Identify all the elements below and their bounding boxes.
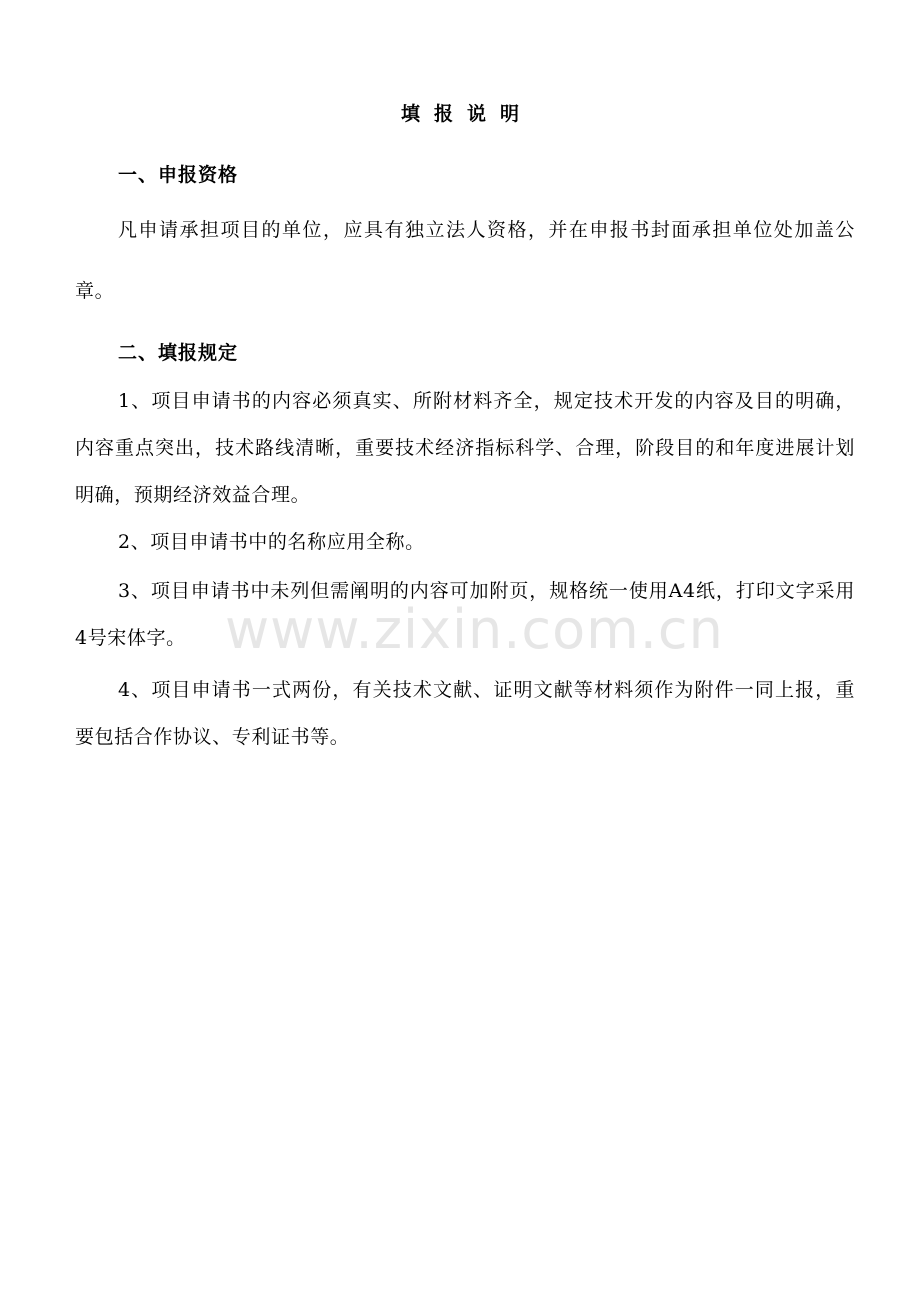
page-title: 填报说明 <box>400 103 533 125</box>
paragraph-rule-1: 1、项目申请书的内容必须真实、所附材料齐全，规定技术开发的内容及目的明确，内容重点突出，技术路线清晰，重要技术经济指标科学、合理，阶段目的和年度进展计划明确，预期经济效益合理。 <box>75 390 855 506</box>
watermark: www.zixin.com.cn <box>225 598 724 661</box>
section-heading-eligibility: 一、申报资格 <box>118 164 239 186</box>
paragraph-rule-3: 3、项目申请书中未列但需阐明的内容可加附页，规格统一使用A4纸，打印文字采用4号宋体字。 <box>75 580 855 649</box>
paragraph-rule-2: 2、项目申请书中的名称应用全称。 <box>118 531 425 553</box>
paragraph-eligibility: 凡申请承担项目的单位，应具有独立法人资格，并在申报书封面承担单位处加盖公章。 <box>75 219 855 302</box>
paragraph-rule-4: 4、项目申请书一式两份，有关技术文献、证明文献等材料须作为附件一同上报，重要包括合作协议、专利证书等。 <box>75 679 855 748</box>
section-heading-rules: 二、填报规定 <box>118 342 239 364</box>
